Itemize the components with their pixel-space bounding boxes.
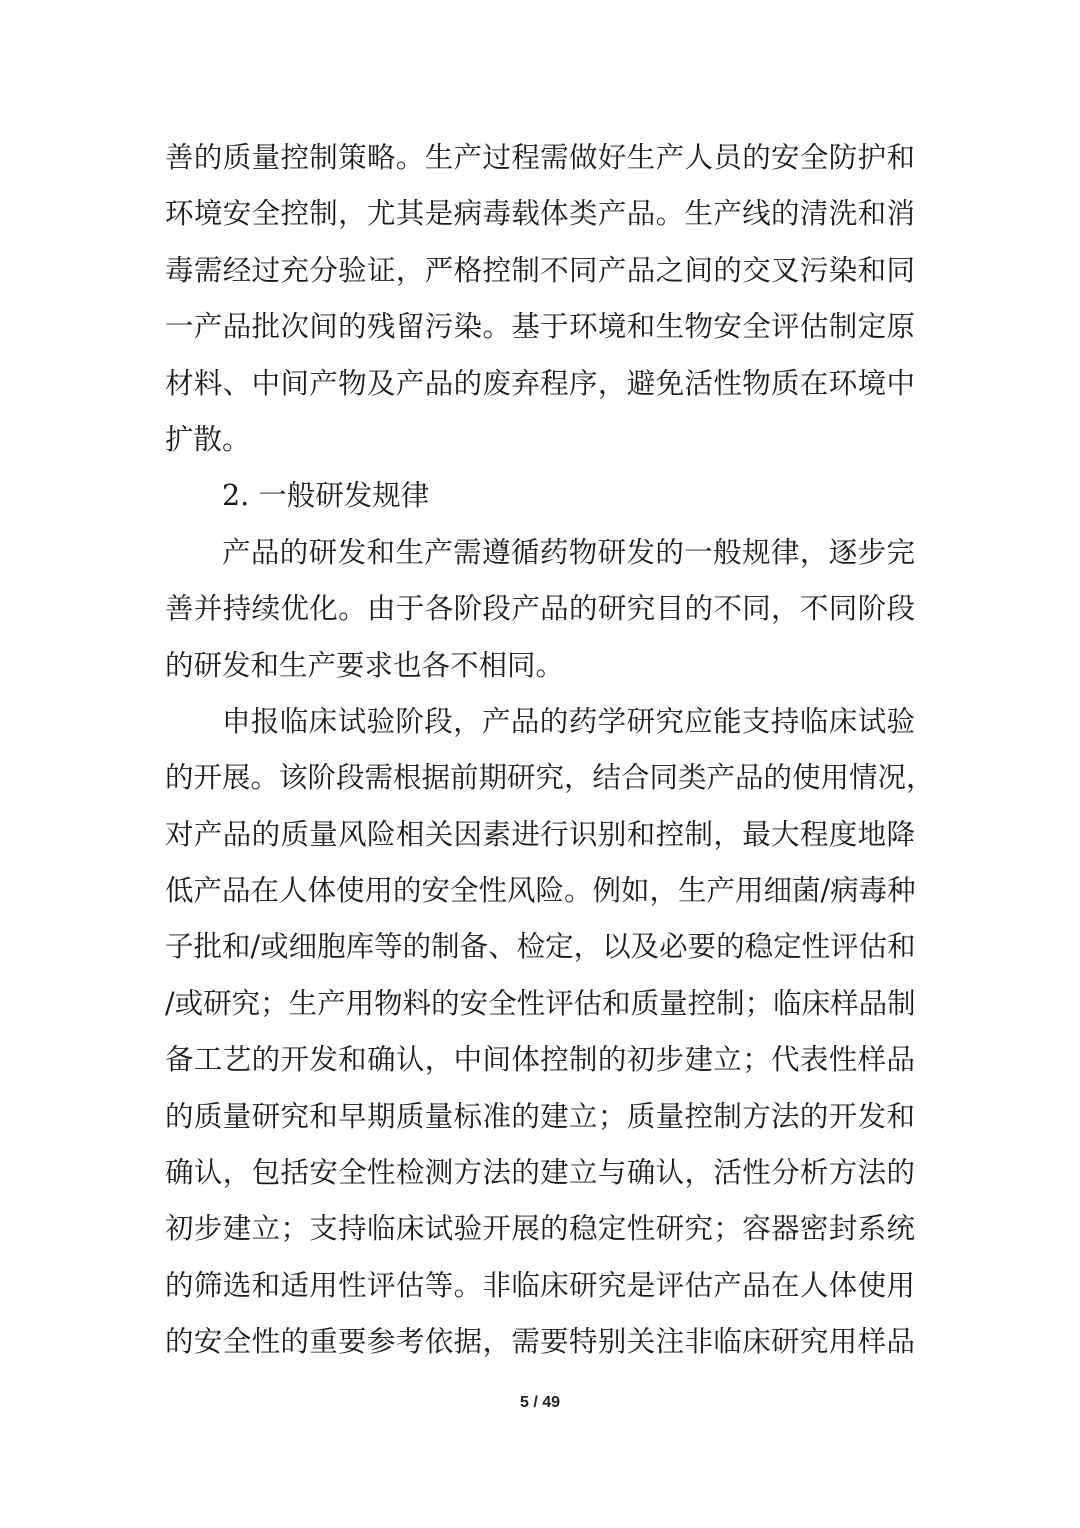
text-line: 善的质量控制策略。生产过程需做好生产人员的安全防护和	[165, 141, 915, 174]
document-body	[165, 130, 935, 1371]
text-line: 备工艺的开发和确认，中间体控制的初步建立；代表性样品	[165, 1043, 915, 1077]
text-line: 初步建立；支持临床试验开展的稳定性研究；容器密封系统	[165, 1212, 915, 1246]
paragraph	[165, 694, 935, 1371]
text-line: 的筛选和适用性评估等。非临床研究是评估产品在人体使用	[165, 1268, 915, 1302]
section-heading	[165, 468, 915, 524]
text-line: 的研发和生产要求也各不相同。	[165, 648, 565, 682]
text-line: 扩散。	[165, 422, 251, 456]
text-line: 善并持续优化。由于各阶段产品的研究目的不同，不同阶段	[165, 592, 915, 626]
text-line: 对产品的质量风险相关因素进行识别和控制，最大程度地降	[165, 817, 915, 851]
text-line: 低产品在人体使用的安全性风险。例如，生产用细菌/病毒种	[165, 874, 916, 908]
text-line: 确认，包括安全性检测方法的建立与确认，活性分析方法的	[165, 1156, 915, 1190]
text-line: 产品的研发和生产需遵循药物研发的一般规律，逐步完	[222, 535, 915, 569]
heading-text: 2. 一般研发规律	[222, 479, 430, 513]
text-line: 一产品批次间的残留污染。基于环境和生物安全评估制定原	[165, 310, 915, 344]
text-line: 材料、中间产物及产品的废弃程序，避免活性物质在环境中	[165, 366, 915, 400]
paragraph-continued	[165, 130, 915, 468]
text-line: 的开展。该阶段需根据前期研究，结合同类产品的使用情况，	[165, 761, 935, 795]
text-line: 环境安全控制，尤其是病毒载体类产品。生产线的清洗和消	[165, 197, 915, 231]
text-line: 的安全性的重要参考依据，需要特别关注非临床研究用样品	[165, 1325, 915, 1359]
paragraph	[165, 525, 915, 694]
text-line: 子批和/或细胞库等的制备、检定，以及必要的稳定性评估和	[165, 930, 916, 964]
text-line: 的质量研究和早期质量标准的建立；质量控制方法的开发和	[165, 1099, 915, 1133]
text-line: 申报临床试验阶段，产品的药学研究应能支持临床试验	[222, 704, 915, 738]
text-line: 毒需经过充分验证，严格控制不同产品之间的交叉污染和同	[165, 253, 915, 287]
text-line: /或研究；生产用物料的安全性评估和质量控制；临床样品制	[165, 986, 916, 1020]
page-number: 5 / 49	[519, 1394, 561, 1411]
